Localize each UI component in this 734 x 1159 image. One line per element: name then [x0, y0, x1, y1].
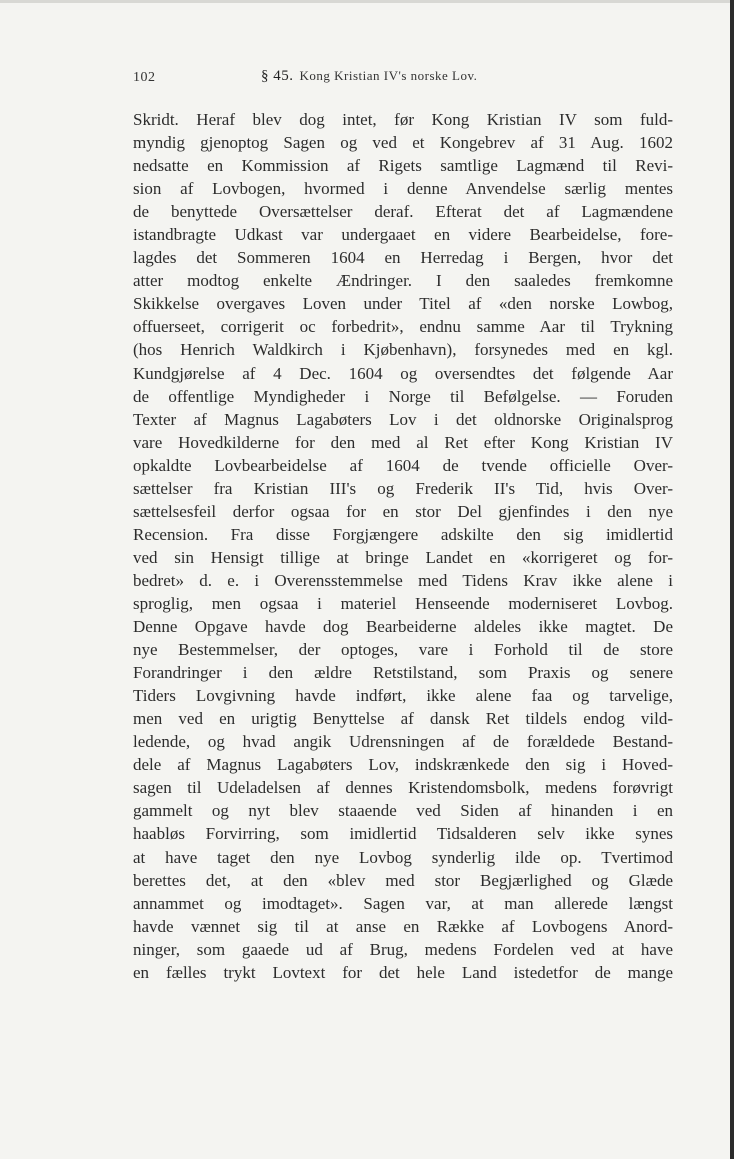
page-top-edge	[0, 0, 734, 3]
text-line: atter modtog enkelte Ændringer. I den saaledes fremkomne	[133, 271, 673, 291]
text-line: at have taget den nye Lovbog synderlig ilde op. Tvertimod	[133, 847, 673, 867]
page-right-edge	[730, 0, 734, 1159]
text-line: vare Hovedkilderne for den med al Ret efter Kong Kristian IV	[133, 432, 673, 452]
page-number: 102	[133, 70, 156, 85]
text-line: ninger, som gaaede ud af Brug, medens Fordelen ved at have	[133, 939, 673, 959]
text-line: Tiders Lovgivning havde indført, ikke alene faa og tarvelige,	[133, 686, 673, 706]
text-line: de benyttede Oversættelser deraf. Efterat det af Lagmændene	[133, 202, 673, 222]
text-line: de offentlige Myndigheder i Norge til Befølgelse. — Foruden	[133, 386, 673, 406]
text-line: annammet og imodtaget». Sagen var, at man allerede længst	[133, 893, 673, 913]
text-line: ved sin Hensigt tillige at bringe Landet en «korrigeret og for-	[133, 547, 673, 567]
text-line: Skikkelse overgaves Loven under Titel af «den norske Lowbog,	[133, 294, 673, 314]
text-line: ledende, og hvad angik Udrensningen af de forældede Bestand-	[133, 732, 673, 752]
text-line: sættelser fra Kristian III's og Frederik II's Tid, hvis Over-	[133, 478, 673, 498]
text-line: bedret» d. e. i Overensstemmelse med Tidens Krav ikke alene i	[133, 570, 673, 590]
text-line: Recension. Fra disse Forgjængere adskilte den sig imidlertid	[133, 524, 673, 544]
text-line: havde vænnet sig til at anse en Række af Lovbogens Anord-	[133, 916, 673, 936]
text-line: nedsatte en Kommission af Rigets samtlige Lagmænd til Revi-	[133, 156, 673, 176]
running-title	[261, 68, 477, 85]
text-line: (hos Henrich Waldkirch i Kjøbenhavn), forsynedes med en kgl.	[133, 340, 673, 360]
section-mark: § 45.	[261, 68, 294, 84]
text-line: offuerseet, corrigerit oc forbedrit», endnu samme Aar til Trykning	[133, 317, 673, 337]
text-line: sættelsesfeil derfor ogsaa for en stor Del gjenfindes i den nye	[133, 501, 673, 521]
text-line: Forandringer i den ældre Retstilstand, som Praxis og senere	[133, 663, 673, 683]
text-line: Texter af Magnus Lagabøters Lov i det oldnorske Originalsprog	[133, 409, 673, 429]
text-line: Skridt. Heraf blev dog intet, før Kong Kristian IV som fuld-	[133, 110, 673, 129]
text-line: sproglig, men ogsaa i materiel Henseende moderniseret Lovbog.	[133, 593, 673, 613]
running-title-text: Kong Kristian IV's norske Lov.	[299, 68, 478, 83]
text-line: en fælles trykt Lovtext for det hele Land istedetfor de mange	[133, 962, 673, 982]
text-line: berettes det, at den «blev med stor Begjærlighed og Glæde	[133, 870, 673, 890]
text-line: nye Bestemmelser, der optoges, vare i Forhold til de store	[133, 640, 673, 660]
text-line: dele af Magnus Lagabøters Lov, indskrænkede den sig i Hoved-	[133, 755, 673, 775]
text-line: istandbragte Udkast var undergaaet en videre Bearbeidelse, fore-	[133, 225, 673, 245]
text-line: Denne Opgave havde dog Bearbeiderne aldeles ikke magtet. De	[133, 617, 673, 637]
text-line: Kundgjørelse af 4 Dec. 1604 og oversendtes det følgende Aar	[133, 363, 673, 383]
body-text	[133, 108, 673, 984]
text-line: sagen til Udeladelsen af dennes Kristendomsbolk, medens forøvrigt	[133, 778, 673, 798]
page-header	[133, 68, 673, 90]
text-line: haabløs Forvirring, som imidlertid Tidsalderen selv ikke synes	[133, 824, 673, 844]
text-line: men ved en urigtig Benyttelse af dansk Ret tildels endog vild-	[133, 709, 673, 729]
text-line: opkaldte Lovbearbeidelse af 1604 de tvende officielle Over-	[133, 455, 673, 475]
text-line: sion af Lovbogen, hvormed i denne Anvendelse særlig mentes	[133, 179, 673, 199]
text-line: gammelt og nyt blev staaende ved Siden af hinanden i en	[133, 801, 673, 821]
text-line: myndig gjenoptog Sagen og ved et Kongebrev af 31 Aug. 1602	[133, 133, 673, 153]
text-line: lagdes det Sommeren 1604 en Herredag i Bergen, hvor det	[133, 248, 673, 268]
